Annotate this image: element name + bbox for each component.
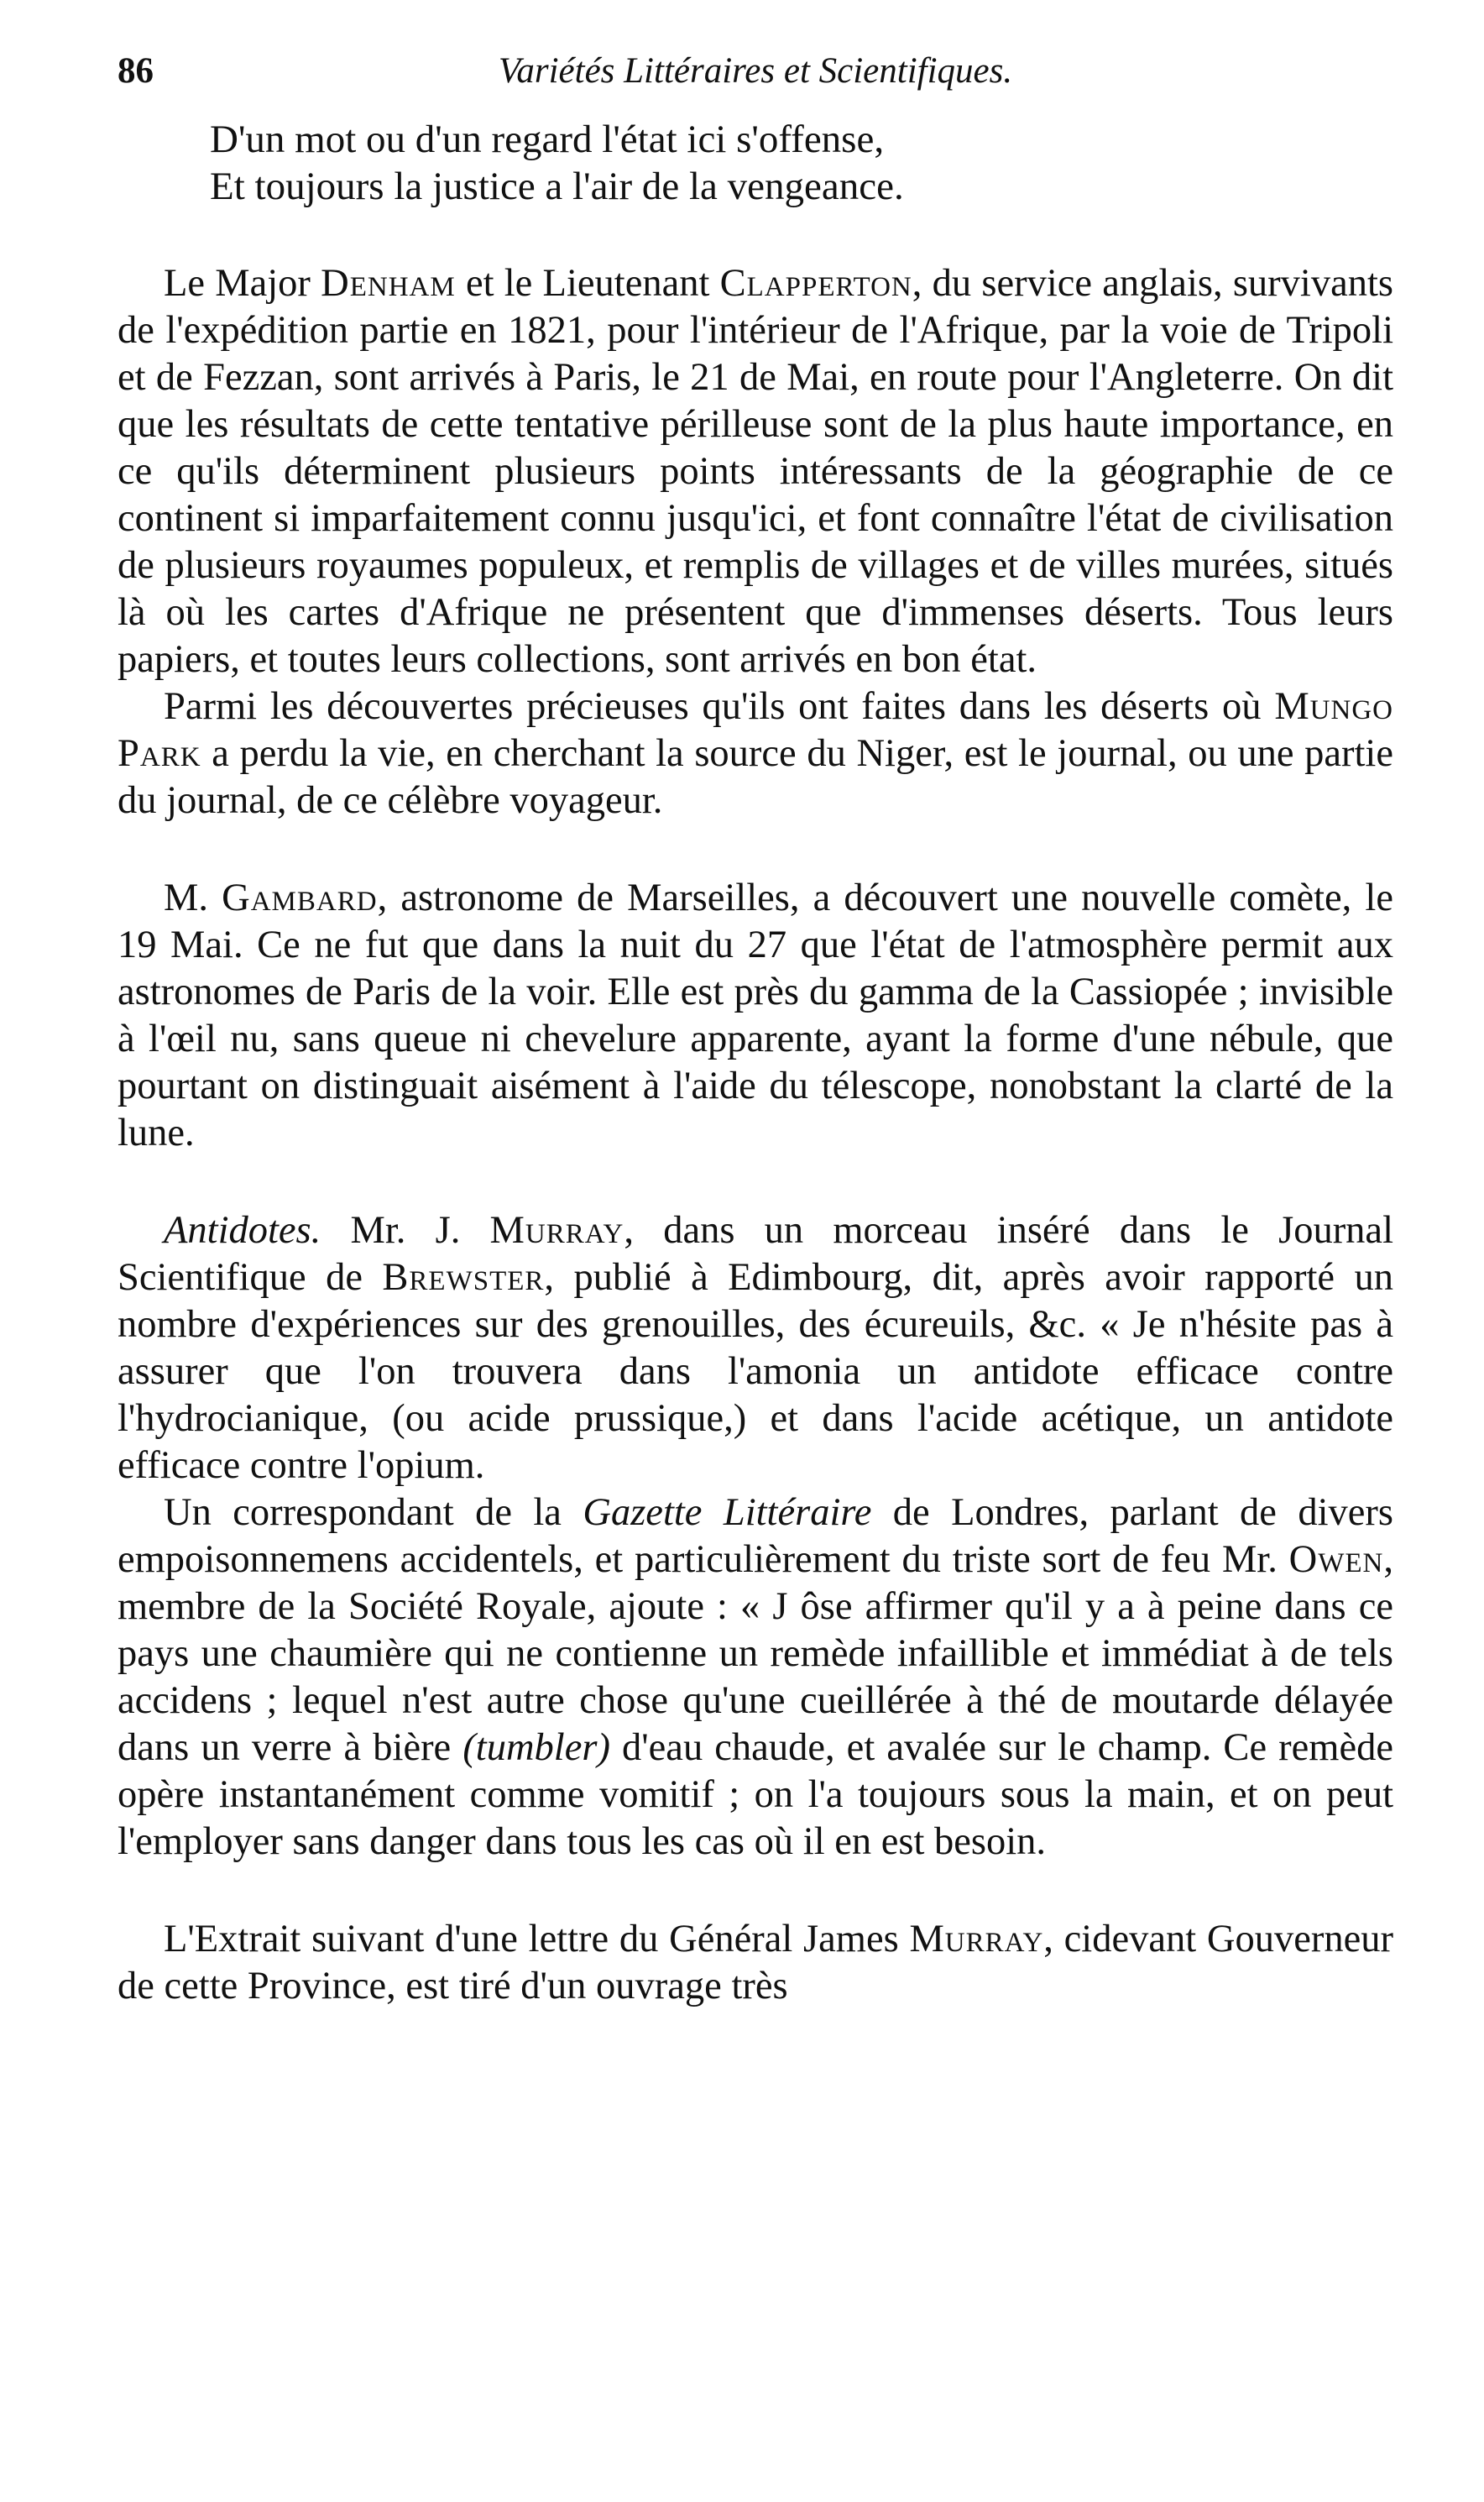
paragraph-murray-letter <box>118 1916 1393 2010</box>
verse-line: D'un mot ou d'un regard l'état ici s'offense, <box>210 118 885 161</box>
section-lead: Antidotes. <box>164 1209 321 1252</box>
text-run: , dans un morceau inséré dans le Journal Scientifique de <box>118 1209 1393 1299</box>
text-run: de Londres, parlant de divers empoisonnemens accidentels, et particulièrement du triste sort de feu Mr. <box>118 1491 1393 1581</box>
text-run: , publié à Edimbourg, dit, après avoir rapporté un nombre d'expériences sur des grenouilles, des écureuils, &c. « Je n'hésite pas à assurer que l'on trouvera dans l'amonia un antidote efficace contre l'hydrocianique, (ou acide prussique,) et dans l'acide acétique, un antidote efficace contre l'opium. <box>118 1256 1393 1487</box>
text-run: et le Lieutenant <box>455 262 720 305</box>
text-run: , cidevant Gouverneur de cette Province, est tiré d'un ouvrage très <box>118 1918 1393 2007</box>
paragraph-comet <box>118 875 1393 1157</box>
running-title: Variétés Littéraires et Scientifiques. <box>498 51 1013 91</box>
paragraph-gazette <box>118 1489 1393 1866</box>
paragraph-denham-clapperton <box>118 260 1393 683</box>
text-run: Parmi les découvertes précieuses qu'ils ont faites dans les déserts où <box>164 685 1275 728</box>
text-run: M. <box>164 877 222 919</box>
text-run: Le Major <box>164 262 321 305</box>
person-name: Denham <box>321 262 456 305</box>
paragraph-antidotes <box>118 1207 1393 1489</box>
person-name: Brewster <box>382 1256 545 1299</box>
text-run: a perdu la vie, en cherchant la source du Niger, est le journal, ou une partie du journal, de ce célèbre voyageur. <box>118 732 1393 822</box>
person-name: Clapperton <box>719 262 912 305</box>
paragraph-mungo-park <box>118 683 1393 824</box>
publication-title: Gazette Littéraire <box>583 1491 872 1534</box>
page-number: 86 <box>118 51 154 91</box>
document-page <box>118 50 1393 2010</box>
text-run: d'eau chaude, et avalée sur le champ. Ce remède opère instantanément comme vomitif ; on l'a toujours sous la main, et on peut l'employer sans danger dans tous les cas où il en est besoin. <box>118 1726 1393 1863</box>
person-name: Murray <box>909 1918 1044 1960</box>
verse-quote <box>210 116 1393 210</box>
person-name: Murray <box>489 1209 624 1252</box>
person-name: Gambard <box>222 877 378 919</box>
page-header <box>118 50 1393 109</box>
verse-line: Et toujours la justice a l'air de la vengeance. <box>210 165 904 208</box>
text-run: , membre de la Société Royale, ajoute : « J ôse affirmer qu'il y a à peine dans ce pays une chaumière qui ne contienne un remède infaillible et immédiat à de tels accidens ; lequel n'est autre chose qu'une cueillérée à thé de moutarde délayée dans un verre à bière <box>118 1538 1393 1769</box>
person-name: Mungo Park <box>118 685 1393 775</box>
person-name: Owen <box>1288 1538 1384 1581</box>
text-run: , astronome de Marseilles, a découvert une nouvelle comète, le 19 Mai. Ce ne fut que dans la nuit du 27 que l'état de l'atmosphère permit aux astronomes de Paris de la voir. Elle est près du gamma de la Cassiopée ; invisible à l'œil nu, sans queue ni chevelure apparente, ayant la forme d'une nébule, que pourtant on distinguait aisément à l'aide du télescope, nonobstant la clarté de la lune. <box>118 877 1393 1154</box>
italic-term: (tumbler) <box>462 1726 610 1769</box>
text-run: Mr. J. <box>321 1209 490 1252</box>
text-run: L'Extrait suivant d'une lettre du Général James <box>164 1918 910 1960</box>
text-run: , du service anglais, survivants de l'expédition partie en 1821, pour l'intérieur de l'Afrique, par la voie de Tripoli et de Fezzan, sont arrivés à Paris, le 21 de Mai, en route pour l'Angleterre. On dit que les résultats de cette tentative périlleuse sont de la plus haute importance, en ce qu'ils déterminent plusieurs points intéressants de la géographie de ce continent si imparfaitement connu jusqu'ici, et font connaître l'état de civilisation de plusieurs royaumes populeux, et remplis de villages et de villes murées, situés là où les cartes d'Afrique ne présentent que d'immenses déserts. Tous leurs papiers, et toutes leurs collections, sont arrivés en bon état. <box>118 262 1393 681</box>
text-run: Un correspondant de la <box>164 1491 583 1534</box>
